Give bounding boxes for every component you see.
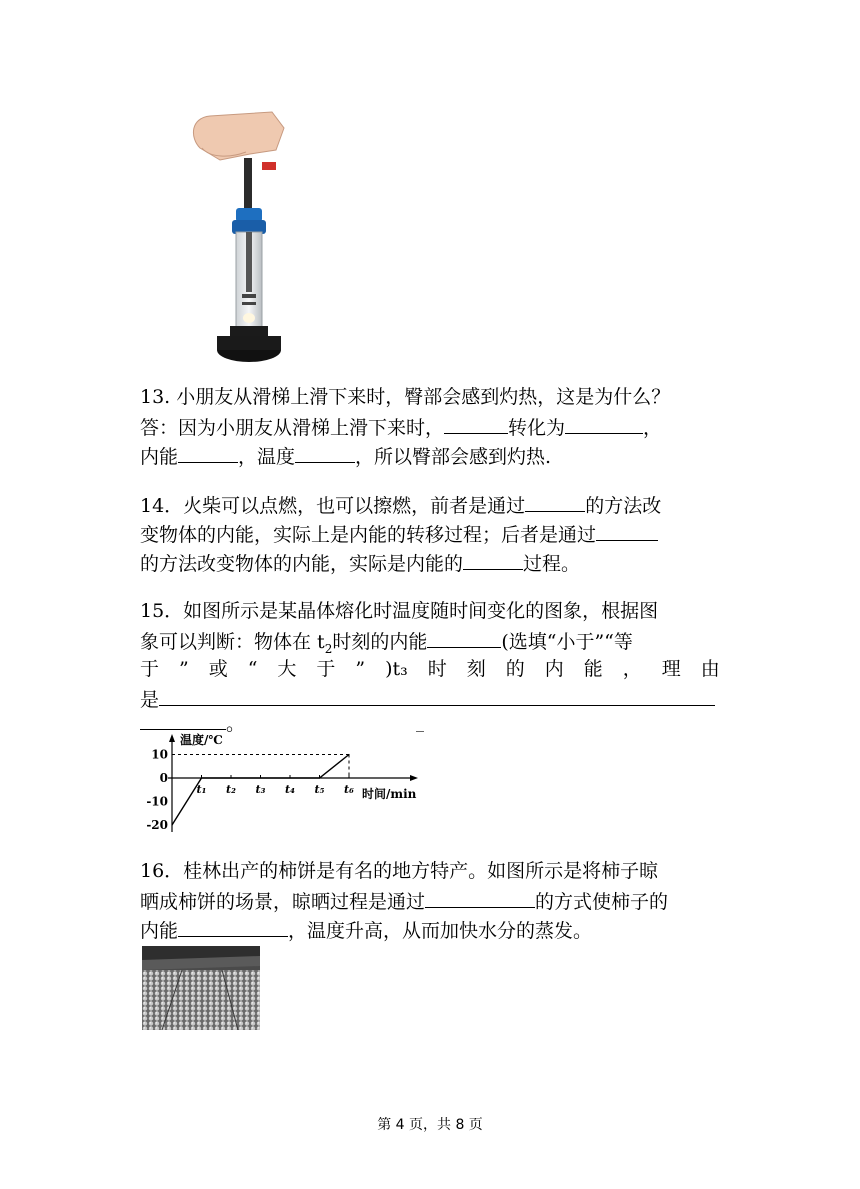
subscript-2: 2: [324, 641, 333, 656]
x-tick-label: t₁: [196, 783, 207, 796]
q15-char: ”: [179, 658, 189, 680]
q13-text: ，所以臀部会感到灼热.: [355, 446, 552, 468]
x-tick-label: t₆: [344, 783, 354, 796]
q15-char: ”: [355, 658, 366, 680]
q13-question: 13. 小朋友从滑梯上滑下来时，臀部会感到灼热，这是为什么？: [140, 386, 671, 408]
q14-text: 14．火柴可以点燃，也可以擦燃，前者是通过: [140, 495, 526, 517]
q16-text: 内能: [140, 920, 179, 942]
x-tick-label: t₃: [255, 783, 266, 796]
q15-char: “: [247, 658, 258, 680]
y-tick-label: 10: [151, 747, 168, 762]
q15-question: 15．如图所示是某晶体熔化时温度随时间变化的图象，根据图: [140, 600, 659, 622]
data-point: [319, 777, 320, 778]
x-tick-label: t₄: [285, 783, 295, 796]
q14-text: 的方法改变物体的内能，实际是内能的: [140, 553, 464, 575]
x-axis-arrow: [410, 775, 418, 781]
q16-question: 16．桂林出产的柿饼是有名的地方特产。如图所示是将柿子晾: [140, 860, 659, 882]
answer-blank[interactable]: [140, 709, 226, 730]
q13-text: 转化为: [508, 417, 566, 439]
temperature-time-graph: [140, 728, 430, 838]
answer-blank[interactable]: [178, 442, 238, 463]
q13-line-1: [140, 384, 670, 410]
q15-char: )t₃: [385, 658, 408, 680]
q15-char: 于: [316, 658, 336, 680]
persimmon-drying-photo: [142, 946, 260, 1030]
q15-text: 时刻的内能: [332, 631, 428, 653]
y-axis-arrow: [169, 734, 175, 742]
q14-text: 的方法改: [585, 495, 662, 517]
q15-char: 的: [505, 658, 525, 680]
q13-text: 内能: [140, 446, 179, 468]
answer-blank[interactable]: [596, 520, 658, 541]
q13-answer-prefix: 答：因为小朋友从滑梯上滑下来时，: [140, 417, 445, 439]
q14-text: 过程。: [523, 553, 581, 575]
q15-char: 于: [140, 658, 160, 680]
y-tick-label: -20: [146, 818, 168, 832]
y-tick-label: -10: [146, 794, 168, 809]
q15-line-1: [140, 598, 658, 624]
answer-blank[interactable]: [159, 685, 715, 706]
q16-text: ，温度升高，从而加快水分的蒸发。: [288, 920, 593, 942]
q13-text: ，: [643, 417, 663, 439]
answer-blank[interactable]: [427, 627, 501, 648]
answer-blank[interactable]: [178, 916, 288, 937]
y-tick-label: 0: [159, 771, 168, 785]
answer-blank[interactable]: [463, 549, 523, 570]
q16-line-2: [140, 887, 668, 915]
q15-char: ，: [622, 658, 642, 680]
x-tick-label: t₂: [226, 783, 236, 796]
answer-blank[interactable]: [425, 887, 535, 908]
page-footer: 第 4 页，共 8 页: [377, 1117, 483, 1133]
answer-blank[interactable]: [565, 413, 643, 434]
q15-char: 内: [544, 658, 564, 680]
q16-text: 晒成柿饼的场景，晾晒过程是通过: [140, 891, 426, 913]
q16-line-3: [140, 916, 592, 944]
q14-line-1: [140, 491, 661, 519]
answer-blank[interactable]: [444, 413, 508, 434]
data-point: [348, 754, 349, 755]
q15-char: 由: [700, 658, 720, 680]
x-tick-label: t₅: [314, 783, 325, 796]
q15-text: 象可以判断：物体在 t: [140, 631, 325, 653]
q15-char: 理: [661, 658, 681, 680]
q13-line-2: [140, 413, 662, 441]
q15-char: 刻: [466, 658, 486, 680]
q15-line-3: [140, 656, 720, 682]
fire-piston-image: [180, 108, 290, 368]
answer-blank[interactable]: [295, 442, 355, 463]
q14-text: 变物体的内能，实际上是内能的转移过程；后者是通过: [140, 524, 597, 546]
q15-char: 能: [583, 658, 603, 680]
q15-char: 时: [427, 658, 447, 680]
q13-line-3: [140, 442, 551, 470]
data-point: [171, 824, 172, 825]
x-axis-label: 时间/min: [362, 787, 417, 801]
answer-blank[interactable]: [525, 491, 585, 512]
y-axis-label: 温度/℃: [180, 733, 223, 747]
q15-text: 是: [140, 689, 160, 711]
q15-text: 。: [226, 713, 246, 735]
q15-char: 大: [277, 658, 297, 680]
q15-char: 或: [208, 658, 228, 680]
q16-line-1: [140, 858, 658, 884]
q14-line-3: [140, 549, 580, 577]
q16-text: 的方式使柿子的: [535, 891, 669, 913]
q15-text: (选填“小于”“等: [501, 631, 633, 653]
q13-text: ，温度: [238, 446, 296, 468]
q14-line-2: [140, 520, 658, 548]
data-point: [201, 777, 202, 778]
